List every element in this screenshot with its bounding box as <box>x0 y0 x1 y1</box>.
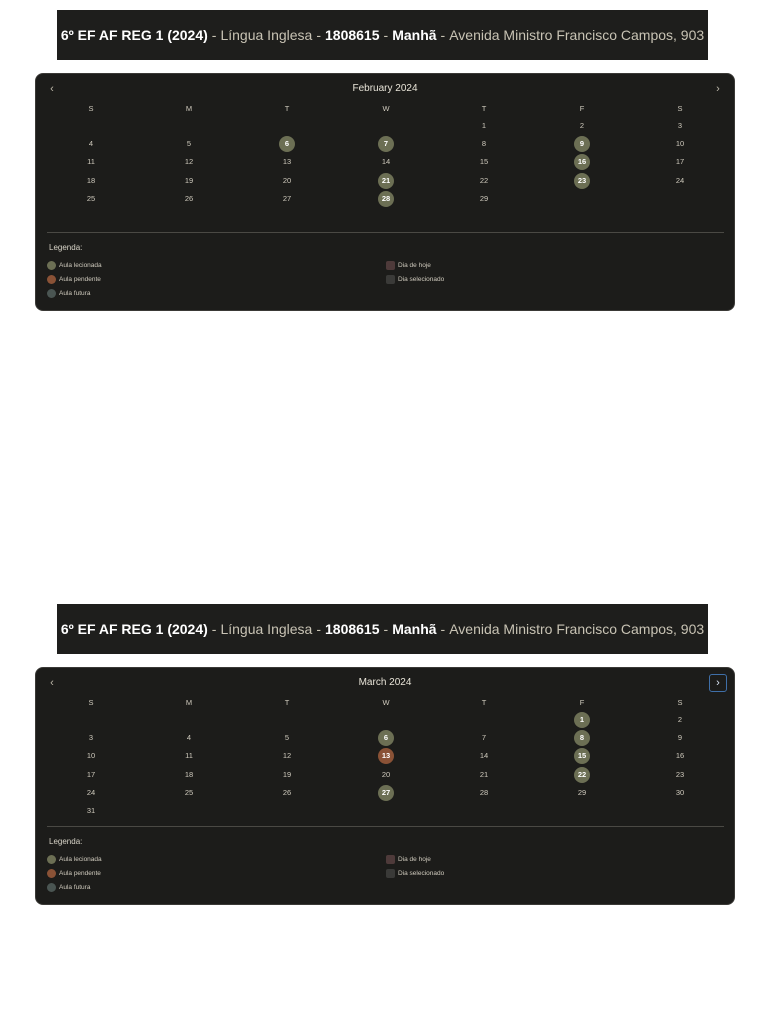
future-dot-icon <box>47 883 56 892</box>
calendar-day[interactable]: 26 <box>184 193 194 203</box>
today-square-icon <box>386 261 395 270</box>
legend-item-pending: Aula pendente <box>47 275 101 284</box>
calendar-day[interactable]: 18 <box>184 769 194 779</box>
future-dot-icon <box>47 289 56 298</box>
taught-dot-icon <box>47 855 56 864</box>
today-square-icon <box>386 855 395 864</box>
calendar-day[interactable]: 29 <box>479 193 489 203</box>
calendar-day[interactable]: 15 <box>479 157 489 167</box>
calendar-day[interactable]: 1 <box>481 121 487 130</box>
calendar-header <box>36 74 734 104</box>
header-code: 1808615 <box>325 621 380 637</box>
calendar-day[interactable]: 3 <box>88 733 94 743</box>
weekday-header: T <box>481 104 487 113</box>
calendar-day[interactable]: 12 <box>282 751 292 761</box>
calendar-day[interactable]: 9 <box>574 136 590 152</box>
weekday-header: S <box>677 104 683 113</box>
chevron-left-icon: ‹ <box>50 83 54 95</box>
chevron-left-icon: ‹ <box>50 677 54 689</box>
calendar-day[interactable]: 9 <box>677 733 683 743</box>
legend-item-taught: Aula lecionada <box>47 855 102 864</box>
calendar-day[interactable]: 14 <box>479 751 489 761</box>
pending-dot-icon <box>47 275 56 284</box>
weekday-header: F <box>579 698 585 707</box>
header-shift: Manhã <box>392 621 437 637</box>
weekday-header: F <box>579 104 585 113</box>
weekday-header: T <box>284 104 290 113</box>
calendar-day[interactable]: 13 <box>282 157 292 167</box>
calendar-day[interactable]: 23 <box>675 769 685 779</box>
header-address: Avenida Ministro Francisco Campos, 903 <box>449 27 705 43</box>
chevron-right-icon: › <box>716 83 720 95</box>
class-header: 6º EF AF REG 1 (2024) - Língua Inglesa - 1808615 - Manhã - Avenida Ministro Francisco Campos, 903 <box>57 10 708 60</box>
legend-title: Legenda: <box>49 837 83 846</box>
calendar-day[interactable]: 5 <box>284 733 290 743</box>
legend-item-pending: Aula pendente <box>47 869 101 878</box>
weekday-header: S <box>88 104 94 113</box>
weekday-header: T <box>481 698 487 707</box>
calendar-day[interactable]: 25 <box>86 193 96 203</box>
calendar-day[interactable]: 30 <box>675 787 685 797</box>
calendar-day[interactable]: 19 <box>282 769 292 779</box>
header-class: 6º EF AF REG 1 (2024) <box>60 27 208 43</box>
calendar-day[interactable]: 20 <box>381 769 391 779</box>
class-header: 6º EF AF REG 1 (2024) - Língua Inglesa - 1808615 - Manhã - Avenida Ministro Francisco Campos, 903 <box>57 604 708 654</box>
month-title: March 2024 <box>358 677 412 688</box>
calendar-day[interactable]: 21 <box>479 769 489 779</box>
calendar-day[interactable]: 25 <box>184 787 194 797</box>
calendar-day[interactable]: 24 <box>86 787 96 797</box>
header-class: 6º EF AF REG 1 (2024) <box>60 621 208 637</box>
calendar-day[interactable]: 22 <box>479 175 489 185</box>
legend-item-today: Dia de hoje <box>386 261 431 270</box>
header-address: Avenida Ministro Francisco Campos, 903 <box>449 621 705 637</box>
calendar-day[interactable]: 4 <box>186 733 192 743</box>
weekday-header: S <box>677 698 683 707</box>
calendar-day[interactable]: 5 <box>186 139 192 149</box>
legend-item-selected: Dia selecionado <box>386 869 444 878</box>
legend-item-selected: Dia selecionado <box>386 275 444 284</box>
calendar-day[interactable]: 27 <box>282 193 292 203</box>
calendar-day[interactable]: 11 <box>87 157 95 167</box>
calendar-day[interactable]: 28 <box>378 191 394 207</box>
legend-title: Legenda: <box>49 243 83 252</box>
calendar-day[interactable]: 20 <box>282 175 292 185</box>
calendar-day[interactable]: 10 <box>86 751 96 761</box>
calendar-header <box>36 668 734 698</box>
legend-divider <box>47 232 724 233</box>
calendar-day[interactable]: 14 <box>381 157 391 167</box>
calendar-day[interactable]: 1 <box>574 712 590 728</box>
weekday-header: M <box>185 104 193 113</box>
month-title: February 2024 <box>352 83 418 94</box>
calendar-day[interactable]: 31 <box>86 806 96 815</box>
calendar-day[interactable]: 24 <box>675 175 685 185</box>
calendar-day[interactable]: 2 <box>677 715 683 724</box>
chevron-right-icon: › <box>716 677 720 689</box>
calendar-day[interactable]: 26 <box>282 787 292 797</box>
calendar-day[interactable]: 27 <box>378 785 394 801</box>
selected-square-icon <box>386 869 395 878</box>
selected-square-icon <box>386 275 395 284</box>
calendar-day[interactable]: 28 <box>479 787 489 797</box>
calendar-day[interactable]: 7 <box>378 136 394 152</box>
header-shift: Manhã <box>392 27 437 43</box>
weekday-header: S <box>88 698 94 707</box>
legend-item-taught: Aula lecionada <box>47 261 102 270</box>
calendar-day[interactable]: 15 <box>574 748 590 764</box>
taught-dot-icon <box>47 261 56 270</box>
weekday-header: W <box>382 698 390 707</box>
calendar-day[interactable]: 11 <box>185 751 193 761</box>
next-month-button[interactable] <box>709 674 727 692</box>
calendar-day[interactable]: 16 <box>574 154 590 170</box>
calendar-day[interactable]: 7 <box>481 733 487 743</box>
next-month-button[interactable] <box>709 80 727 98</box>
calendar-day[interactable]: 10 <box>675 139 685 149</box>
calendar-day[interactable]: 17 <box>86 769 96 779</box>
header-code: 1808615 <box>325 27 380 43</box>
weekday-header: M <box>185 698 193 707</box>
calendar-day[interactable]: 17 <box>675 157 685 167</box>
calendar-day[interactable]: 23 <box>574 173 590 189</box>
calendar-day[interactable]: 21 <box>378 173 394 189</box>
calendar-day[interactable]: 2 <box>579 121 585 130</box>
header-subject: Língua Inglesa <box>220 27 313 43</box>
calendar-day[interactable]: 8 <box>574 730 590 746</box>
pending-dot-icon <box>47 869 56 878</box>
calendar-day[interactable]: 19 <box>184 175 194 185</box>
calendar-day[interactable]: 6 <box>378 730 394 746</box>
header-subject: Língua Inglesa <box>220 621 313 637</box>
calendar-widget <box>35 667 735 905</box>
calendar-day[interactable]: 18 <box>86 175 96 185</box>
calendar-day[interactable]: 16 <box>675 751 685 761</box>
calendar-widget <box>35 73 735 311</box>
calendar-day[interactable]: 22 <box>574 767 590 783</box>
weekday-header: W <box>382 104 390 113</box>
legend-divider <box>47 826 724 827</box>
calendar-day[interactable]: 4 <box>88 139 94 149</box>
calendar-day[interactable]: 13 <box>378 748 394 764</box>
calendar-day[interactable]: 29 <box>577 787 587 797</box>
legend-item-future: Aula futura <box>47 289 90 298</box>
calendar-day[interactable]: 3 <box>677 121 683 130</box>
legend-item-today: Dia de hoje <box>386 855 431 864</box>
calendar-day[interactable]: 8 <box>481 139 487 149</box>
calendar-day[interactable]: 12 <box>184 157 194 167</box>
calendar-day[interactable]: 6 <box>279 136 295 152</box>
legend-item-future: Aula futura <box>47 883 90 892</box>
weekday-header: T <box>284 698 290 707</box>
